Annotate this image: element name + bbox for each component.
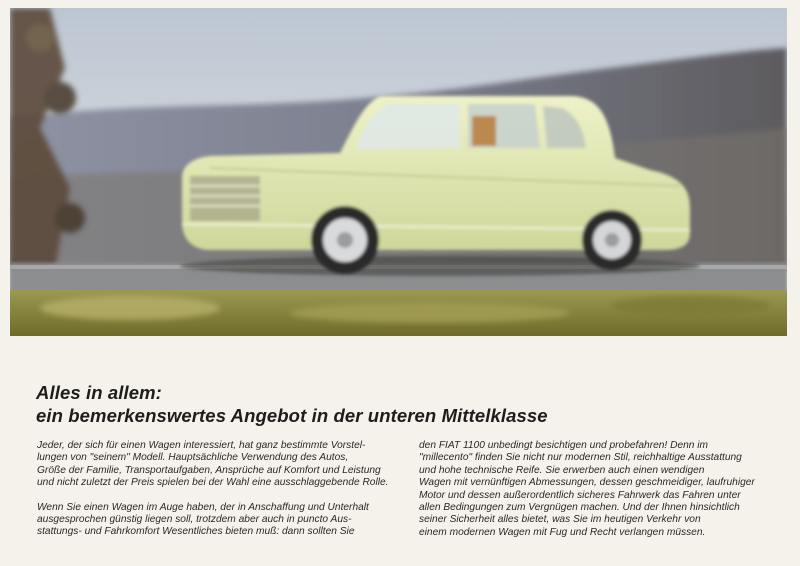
right-paragraph-1: den FIAT 1100 unbedingt besichtigen und probefahren! Denn im "millecento" finden Sie nicht nur modernen Stil, reichhaltige Ausstattung und hohe technische Reife. Sie erwerben auch einen wendigen Wagen mit vernünftigen Abmessungen, dessen geschmeidiger, laufruhiger Motor und dessen außerordentlich sicheres Fahrwerk das Fahren unter allen Bedingungen zum Vergnügen machen. Und der Ihnen hinsichtlich seiner Sicherheit alles bietet, was Sie im heutigen Verkehr von einem modernen Wagen mit Fug und Recht verlangen müssen. [419, 440, 755, 538]
left-paragraph-1: Jeder, der sich für einen Wagen interessiert, hat ganz bestimmte Vorstel- lungen von "seinem" Modell. Hauptsächliche Verwendung des Autos, Größe der Familie, Transportaufgaben, Ansprüche auf Komfort und Leistung und nicht zuletzt der Preis spielen bei der Wahl eine ausschlaggebende Rolle. [37, 440, 389, 489]
left-text-column [37, 440, 397, 551]
heading-line-2: ein bemerkenswertes Angebot in der unteren Mittelklasse [36, 405, 548, 426]
left-paragraph-2: Wenn Sie einen Wagen im Auge haben, der in Anschaffung und Unterhalt ausgesprochen günstig liegen soll, trotzdem aber auch in puncto Aus- stattungs- und Fahrkomfort Wesentliches bieten muß: dann sollten Sie [37, 501, 369, 538]
car-photo [10, 8, 787, 336]
car-photo-illustration [10, 8, 787, 336]
right-text-column [419, 440, 769, 551]
heading-line-1: Alles in allem: [36, 382, 162, 403]
section-heading [36, 381, 756, 427]
